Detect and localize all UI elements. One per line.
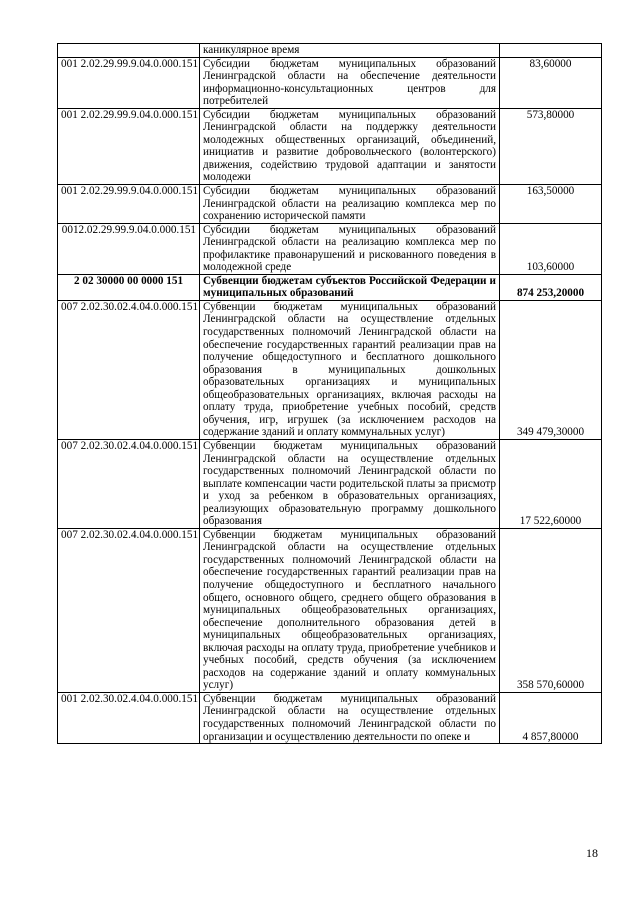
table-row [58, 223, 602, 274]
row-amount: 874 253,20000 [500, 274, 602, 300]
table-row [58, 300, 602, 439]
row-amount: 349 479,30000 [500, 300, 602, 439]
row-code: 2 02 30000 00 0000 151 [58, 274, 200, 300]
row-amount: 17 522,60000 [500, 439, 602, 528]
table-row [58, 44, 602, 58]
row-code: 0012.02.29.99.9.04.0.000.151 [58, 223, 200, 274]
table-row [58, 185, 602, 224]
table-row [58, 274, 602, 300]
table-row [58, 439, 602, 528]
row-code: 001 2.02.29.99.9.04.0.000.151 [58, 108, 200, 184]
row-description: Субвенции бюджетам муниципальных образований Ленинградской области на осуществление отдельных государственных полномочий Ленинградской области на обеспечение государственных гарантий реализации прав на получение общедоступного и бесплатного дошкольного образования в муниципальных дошкольных образовательных организациях и муниципальных общеобразовательных организациях, включая расходы на оплату труда, приобретение учебных пособий, средств обучения, игр, игрушек (за исключением расходов на содержание зданий и оплату коммунальных услуг) [200, 300, 500, 439]
row-amount: 573,80000 [500, 108, 602, 184]
row-code: 001 2.02.29.99.9.04.0.000.151 [58, 185, 200, 224]
table-row [58, 57, 602, 108]
row-amount: 83,60000 [500, 57, 602, 108]
row-code: 001 2.02.30.02.4.04.0.000.151 [58, 692, 200, 743]
row-description: каникулярное время [200, 44, 500, 58]
row-amount: 4 857,80000 [500, 692, 602, 743]
row-code: 007 2.02.30.02.4.04.0.000.151 [58, 300, 200, 439]
page-number: 18 [586, 846, 598, 860]
budget-table [57, 43, 602, 744]
row-code: 001 2.02.29.99.9.04.0.000.151 [58, 57, 200, 108]
row-code [58, 44, 200, 58]
budget-table-body [58, 44, 602, 744]
row-description: Субвенции бюджетам муниципальных образований Ленинградской области на осуществление отдельных государственных полномочий Ленинградской области по выплате компенсации части родительской платы за присмотр и уход за ребенком в образовательных организациях, реализующих образовательную программу дошкольного образования [200, 439, 500, 528]
table-row [58, 528, 602, 692]
row-description: Субсидии бюджетам муниципальных образований Ленинградской области на реализацию комплекса мер по сохранению исторической памяти [200, 185, 500, 224]
row-description: Субвенции бюджетам субъектов Российской Федерации и муниципальных образований [200, 274, 500, 300]
row-code: 007 2.02.30.02.4.04.0.000.151 [58, 528, 200, 692]
row-description: Субсидии бюджетам муниципальных образований Ленинградской области на поддержку деятельности молодежных общественных организаций, объединений, инициатив и развитие добровольческого (волонтерского) движения, содействию трудовой адаптации и занятости молодежи [200, 108, 500, 184]
document-page [57, 43, 601, 744]
row-amount [500, 44, 602, 58]
row-amount: 358 570,60000 [500, 528, 602, 692]
row-description: Субсидии бюджетам муниципальных образований Ленинградской области на обеспечение деятельности информационно-консультационных центров для потребителей [200, 57, 500, 108]
row-description: Субсидии бюджетам муниципальных образований Ленинградской области на реализацию комплекса мер по профилактике правонарушений и рискованного поведения в молодежной среде [200, 223, 500, 274]
table-row [58, 108, 602, 184]
row-description: Субвенции бюджетам муниципальных образований Ленинградской области на осуществление отдельных государственных полномочий Ленинградской области на обеспечение государственных гарантий реализации прав на получение общедоступного и бесплатного начального общего, основного общего, среднего общего образования в муниципальных общеобразовательных организациях, обеспечение дополнительного образования детей в муниципальных общеобразовательных организациях, включая расходы на оплату труда, приобретение учебников и учебных пособий, средств обучения (за исключением расходов на содержание зданий и оплату коммунальных услуг) [200, 528, 500, 692]
table-row [58, 692, 602, 743]
row-amount: 163,50000 [500, 185, 602, 224]
row-amount: 103,60000 [500, 223, 602, 274]
row-description: Субвенции бюджетам муниципальных образований Ленинградской области на осуществление отдельных государственных полномочий Ленинградской области по организации и осуществлению деятельности по опеке и [200, 692, 500, 743]
row-code: 007 2.02.30.02.4.04.0.000.151 [58, 439, 200, 528]
